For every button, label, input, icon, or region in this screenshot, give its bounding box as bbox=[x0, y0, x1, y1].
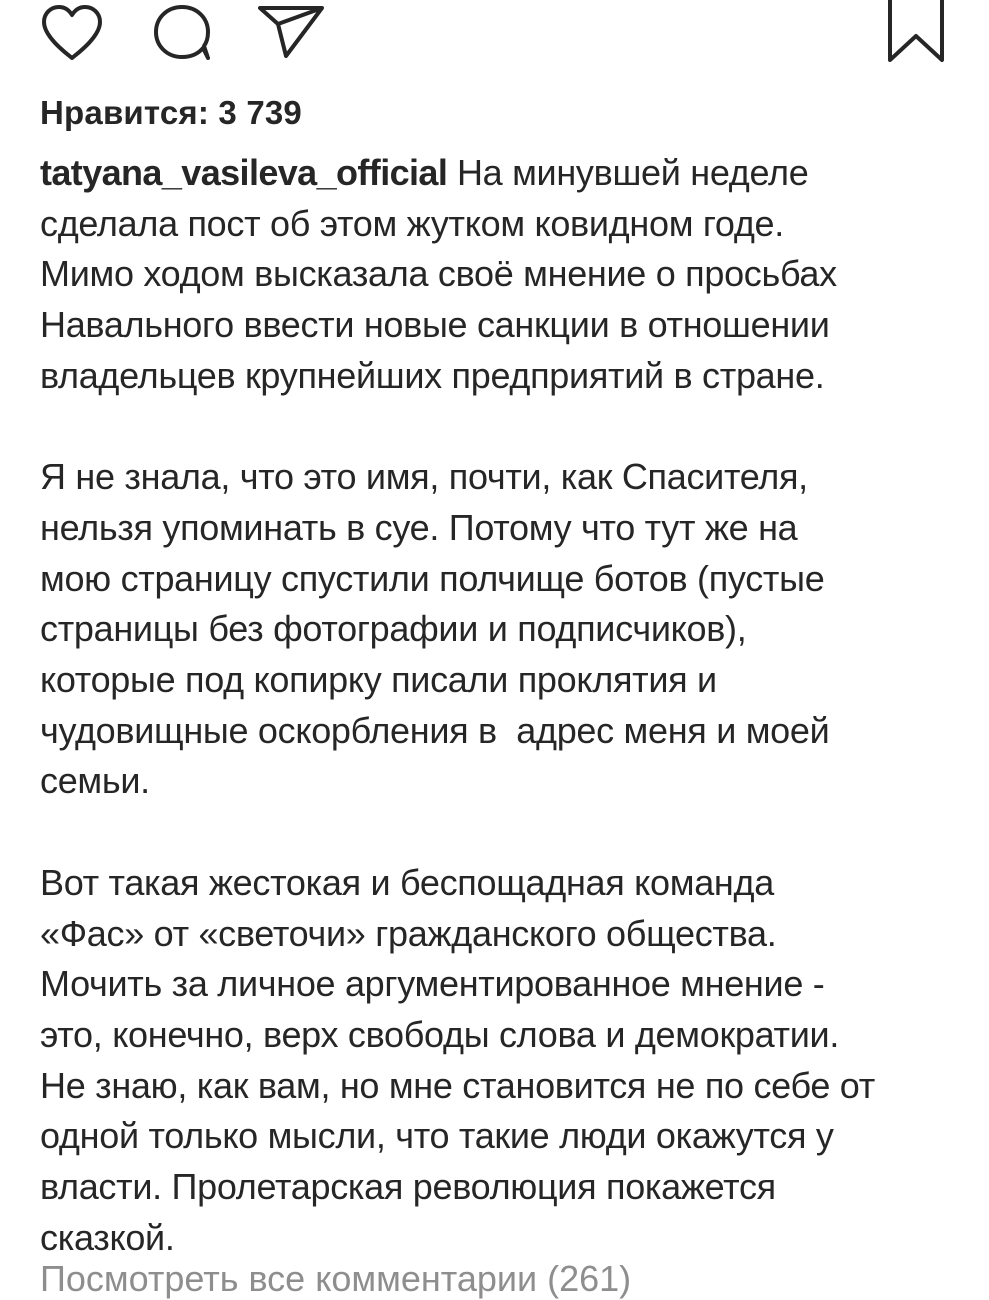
caption-line bbox=[40, 148, 970, 199]
heart-icon[interactable] bbox=[40, 4, 104, 62]
caption-line: Мочить за личное аргументированное мнение - bbox=[40, 963, 825, 1005]
caption-line: нельзя упоминать в суе. Потому что тут же на bbox=[40, 506, 798, 548]
post-caption bbox=[40, 148, 970, 1263]
post-action-bar bbox=[0, 0, 989, 75]
caption-line: сказкой. bbox=[40, 1216, 175, 1258]
caption-line: страницы без фотографии и подписчиков), bbox=[40, 608, 747, 650]
caption-line: Вот такая жестокая и беспощадная команда bbox=[40, 861, 774, 903]
caption-line: мою страницу спустили полчище ботов (пустые bbox=[40, 557, 825, 599]
caption-line: Навального ввести новые санкции в отношении bbox=[40, 304, 830, 346]
caption-line: власти. Пролетарская революция покажется bbox=[40, 1166, 776, 1208]
caption-line: Не знаю, как вам, но мне становится не по себе от bbox=[40, 1064, 875, 1106]
caption-line: это, конечно, верх свободы слова и демократии. bbox=[40, 1013, 840, 1055]
caption-line: сделала пост об этом жутком ковидном годе. bbox=[40, 202, 784, 244]
bookmark-icon[interactable] bbox=[884, 0, 948, 66]
caption-line: чудовищные оскорбления в адрес меня и моей bbox=[40, 709, 830, 751]
caption-line: Мимо ходом высказала своё мнение о просьбах bbox=[40, 253, 837, 295]
caption-text: На минувшей неделе bbox=[447, 152, 809, 193]
comment-bubble-icon[interactable] bbox=[150, 4, 214, 62]
caption-line: которые под копирку писали проклятия и bbox=[40, 659, 717, 701]
caption-paragraph-break bbox=[40, 807, 970, 858]
likes-count[interactable]: Нравится: 3 739 bbox=[40, 94, 302, 131]
caption-line: Я не знала, что это имя, почти, как Спасителя, bbox=[40, 456, 808, 498]
caption-line: «Фас» от «светочи» гражданского общества. bbox=[40, 912, 777, 954]
caption-paragraph-break bbox=[40, 402, 970, 453]
caption-line: владельцев крупнейших предприятий в стране. bbox=[40, 354, 825, 396]
view-all-comments-link[interactable]: Посмотреть все комментарии (261) bbox=[40, 1258, 632, 1299]
caption-line: семьи. bbox=[40, 760, 150, 802]
caption-line: одной только мысли, что такие люди окажутся у bbox=[40, 1115, 834, 1157]
paper-plane-icon[interactable] bbox=[256, 2, 326, 60]
author-username[interactable]: tatyana_vasileva_official bbox=[40, 152, 448, 193]
